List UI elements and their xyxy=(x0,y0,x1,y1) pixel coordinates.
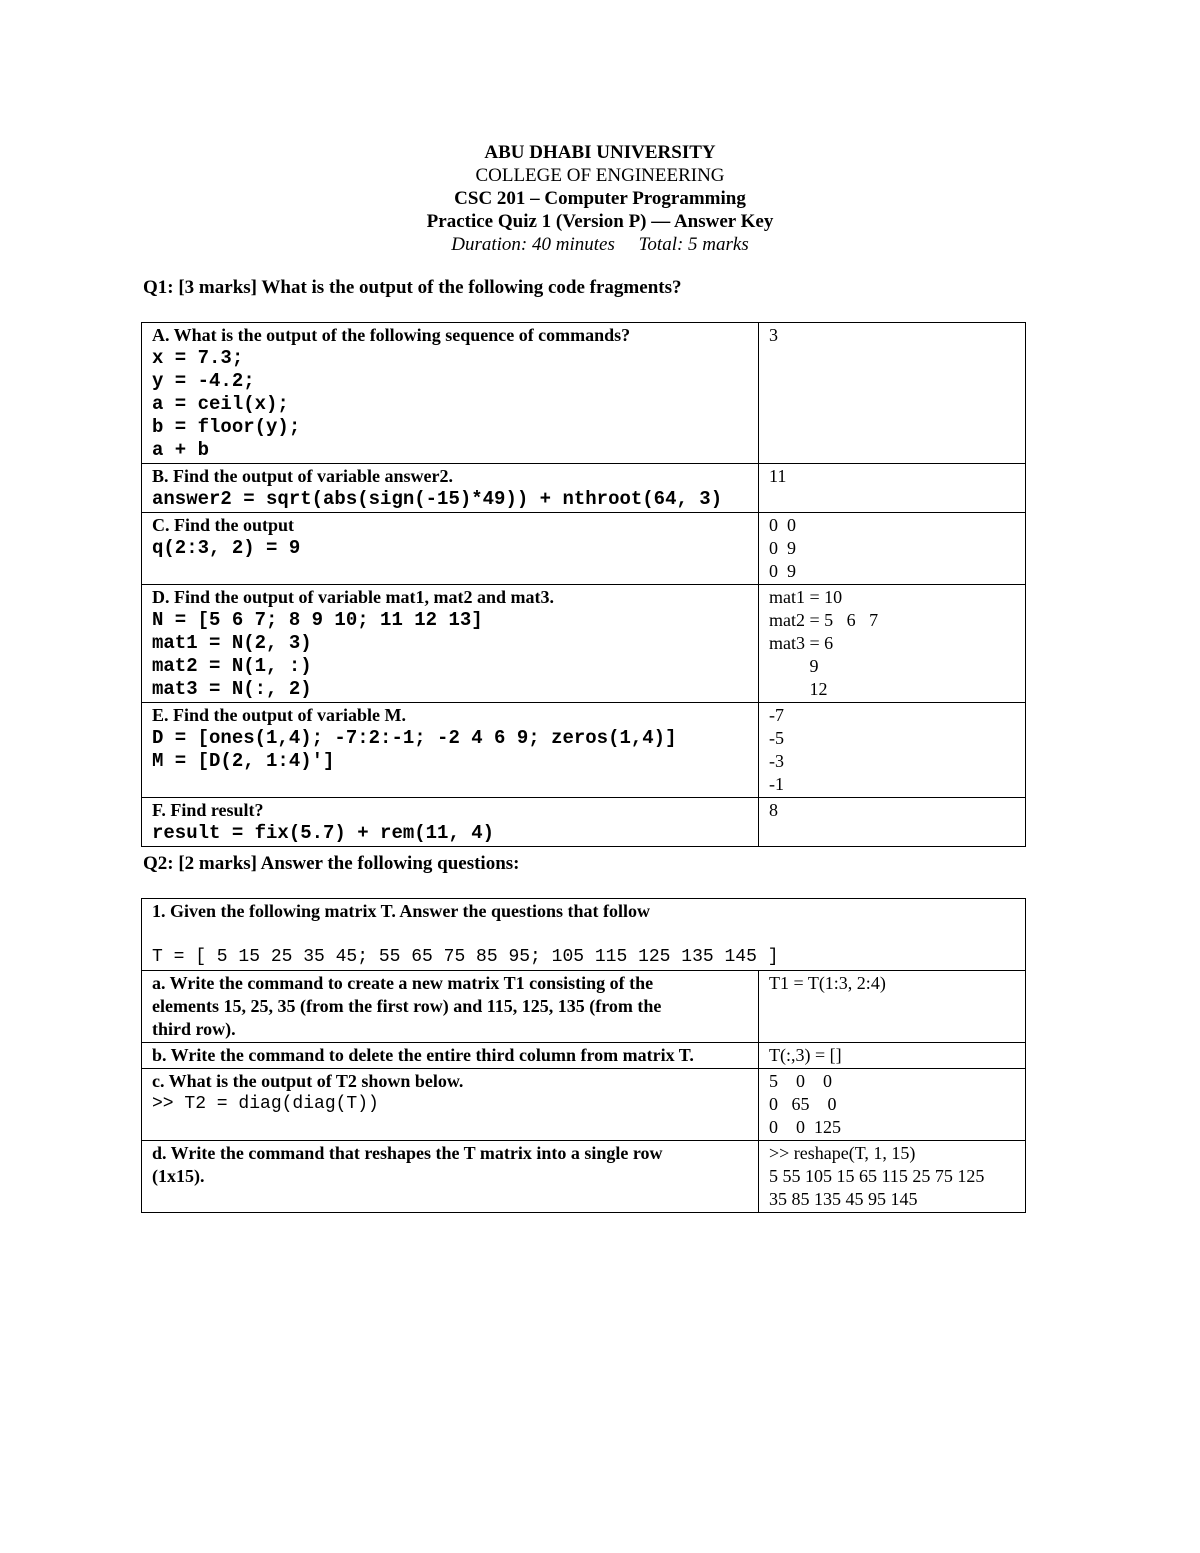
duration-line: Duration: 40 minutes Total: 5 marks xyxy=(451,234,749,255)
answer-line: 0 9 xyxy=(769,538,796,558)
q1-title: Q1: [3 marks] What is the output of the following code fragments? xyxy=(143,277,682,298)
answer-cell xyxy=(759,1043,1026,1069)
answer-line: 3 xyxy=(769,325,778,345)
question-text: B. Find the output of variable answer2. xyxy=(152,466,454,486)
code-line: y = -4.2; xyxy=(152,370,255,392)
question-text: c. What is the output of T2 shown below. xyxy=(152,1071,464,1091)
q1-row xyxy=(142,798,1026,847)
question-cell xyxy=(142,1043,759,1069)
q2-row xyxy=(142,971,1026,1043)
answer-line: 0 0 xyxy=(769,515,796,535)
answer-line: -1 xyxy=(769,774,784,794)
q2-row xyxy=(142,1069,1026,1141)
code-line: mat1 = N(2, 3) xyxy=(152,632,312,654)
question-cell xyxy=(142,703,759,798)
code-line: N = [5 6 7; 8 9 10; 11 12 13] xyxy=(152,609,483,631)
question-cell xyxy=(142,971,759,1043)
answer-cell xyxy=(759,703,1026,798)
answer-cell xyxy=(759,513,1026,585)
answer-line: 35 85 135 45 95 145 xyxy=(769,1189,918,1209)
answer-cell xyxy=(759,798,1026,847)
question-text: D. Find the output of variable mat1, mat2 and mat3. xyxy=(152,587,555,607)
answer-line: 12 xyxy=(769,679,828,699)
question-text: A. What is the output of the following sequence of commands? xyxy=(152,325,631,345)
question-text: b. Write the command to delete the entire third column from matrix T. xyxy=(152,1045,694,1065)
code-line: result = fix(5.7) + rem(11, 4) xyxy=(152,822,495,844)
answer-cell xyxy=(759,1141,1026,1213)
answer-line: 11 xyxy=(769,466,787,486)
question-text: elements 15, 25, 35 (from the first row) and 115, 125, 135 (from the xyxy=(152,996,662,1016)
code-line: mat3 = N(:, 2) xyxy=(152,678,312,700)
answer-cell xyxy=(759,585,1026,703)
q2-intro-text: 1. Given the following matrix T. Answer the questions that follow xyxy=(152,901,651,921)
quiz-title: Practice Quiz 1 (Version P) — Answer Key xyxy=(426,211,774,232)
answer-line: mat2 = 5 6 7 xyxy=(769,610,879,630)
q2-title: Q2: [2 marks] Answer the following questions: xyxy=(143,853,520,874)
q1-row xyxy=(142,323,1026,464)
answer-line: 5 0 0 xyxy=(769,1071,832,1091)
answer-line: mat1 = 10 xyxy=(769,587,843,607)
code-line: b = floor(y); xyxy=(152,416,301,438)
answer-line: -3 xyxy=(769,751,784,771)
question-cell xyxy=(142,323,759,464)
question-cell xyxy=(142,1069,759,1141)
college-name: COLLEGE OF ENGINEERING xyxy=(475,165,725,186)
code-line: mat2 = N(1, :) xyxy=(152,655,312,677)
answer-line: -5 xyxy=(769,728,784,748)
question-cell xyxy=(142,513,759,585)
q2-row xyxy=(142,1141,1026,1213)
code-line: >> T2 = diag(diag(T)) xyxy=(152,1094,379,1114)
q2-row xyxy=(142,1043,1026,1069)
answer-line: mat3 = 6 xyxy=(769,633,834,653)
answer-line: 5 55 105 15 65 115 25 75 125 xyxy=(769,1166,985,1186)
answer-cell xyxy=(759,971,1026,1043)
question-cell xyxy=(142,1141,759,1213)
code-line: x = 7.3; xyxy=(152,347,244,369)
answer-line: >> reshape(T, 1, 15) xyxy=(769,1143,916,1163)
q1-row xyxy=(142,464,1026,513)
question-text: d. Write the command that reshapes the T matrix into a single row xyxy=(152,1143,663,1163)
answer-line: 0 9 xyxy=(769,561,796,581)
q2-table xyxy=(141,898,1026,1213)
q1-row xyxy=(142,703,1026,798)
course-title: CSC 201 – Computer Programming xyxy=(454,188,746,209)
document-header xyxy=(0,141,1200,256)
q2-intro-row xyxy=(142,899,1026,971)
spacer xyxy=(152,923,1015,946)
code-line: M = [D(2, 1:4)'] xyxy=(152,750,335,772)
answer-cell xyxy=(759,323,1026,464)
question-cell xyxy=(142,798,759,847)
answer-cell xyxy=(759,1069,1026,1141)
code-line: D = [ones(1,4); -7:2:-1; -2 4 6 9; zeros(1,4)] xyxy=(152,727,677,749)
question-text: E. Find the output of variable M. xyxy=(152,705,407,725)
q1-row xyxy=(142,585,1026,703)
answer-line: T1 = T(1:3, 2:4) xyxy=(769,973,886,993)
code-line: a = ceil(x); xyxy=(152,393,289,415)
question-text: a. Write the command to create a new matrix T1 consisting of the xyxy=(152,973,654,993)
answer-line: -7 xyxy=(769,705,784,725)
answer-line: 0 0 125 xyxy=(769,1117,841,1137)
question-text: C. Find the output xyxy=(152,515,295,535)
code-line: q(2:3, 2) = 9 xyxy=(152,537,301,559)
matrix-definition: T = [ 5 15 25 35 45; 55 65 75 85 95; 105 115 125 135 145 ] xyxy=(152,947,779,967)
question-cell xyxy=(142,585,759,703)
answer-line: 8 xyxy=(769,800,778,820)
question-text: third row). xyxy=(152,1019,236,1039)
answer-line: T(:,3) = [] xyxy=(769,1045,842,1065)
question-cell xyxy=(142,464,759,513)
answer-cell xyxy=(759,464,1026,513)
answer-line: 0 65 0 xyxy=(769,1094,837,1114)
question-text: (1x15). xyxy=(152,1166,205,1186)
university-name: ABU DHABI UNIVERSITY xyxy=(484,142,716,163)
code-line: a + b xyxy=(152,439,210,461)
question-text: F. Find result? xyxy=(152,800,264,820)
code-line: answer2 = sqrt(abs(sign(-15)*49)) + nthroot(64, 3) xyxy=(152,488,723,510)
q1-table xyxy=(141,322,1026,847)
answer-line: 9 xyxy=(769,656,819,676)
q1-row xyxy=(142,513,1026,585)
